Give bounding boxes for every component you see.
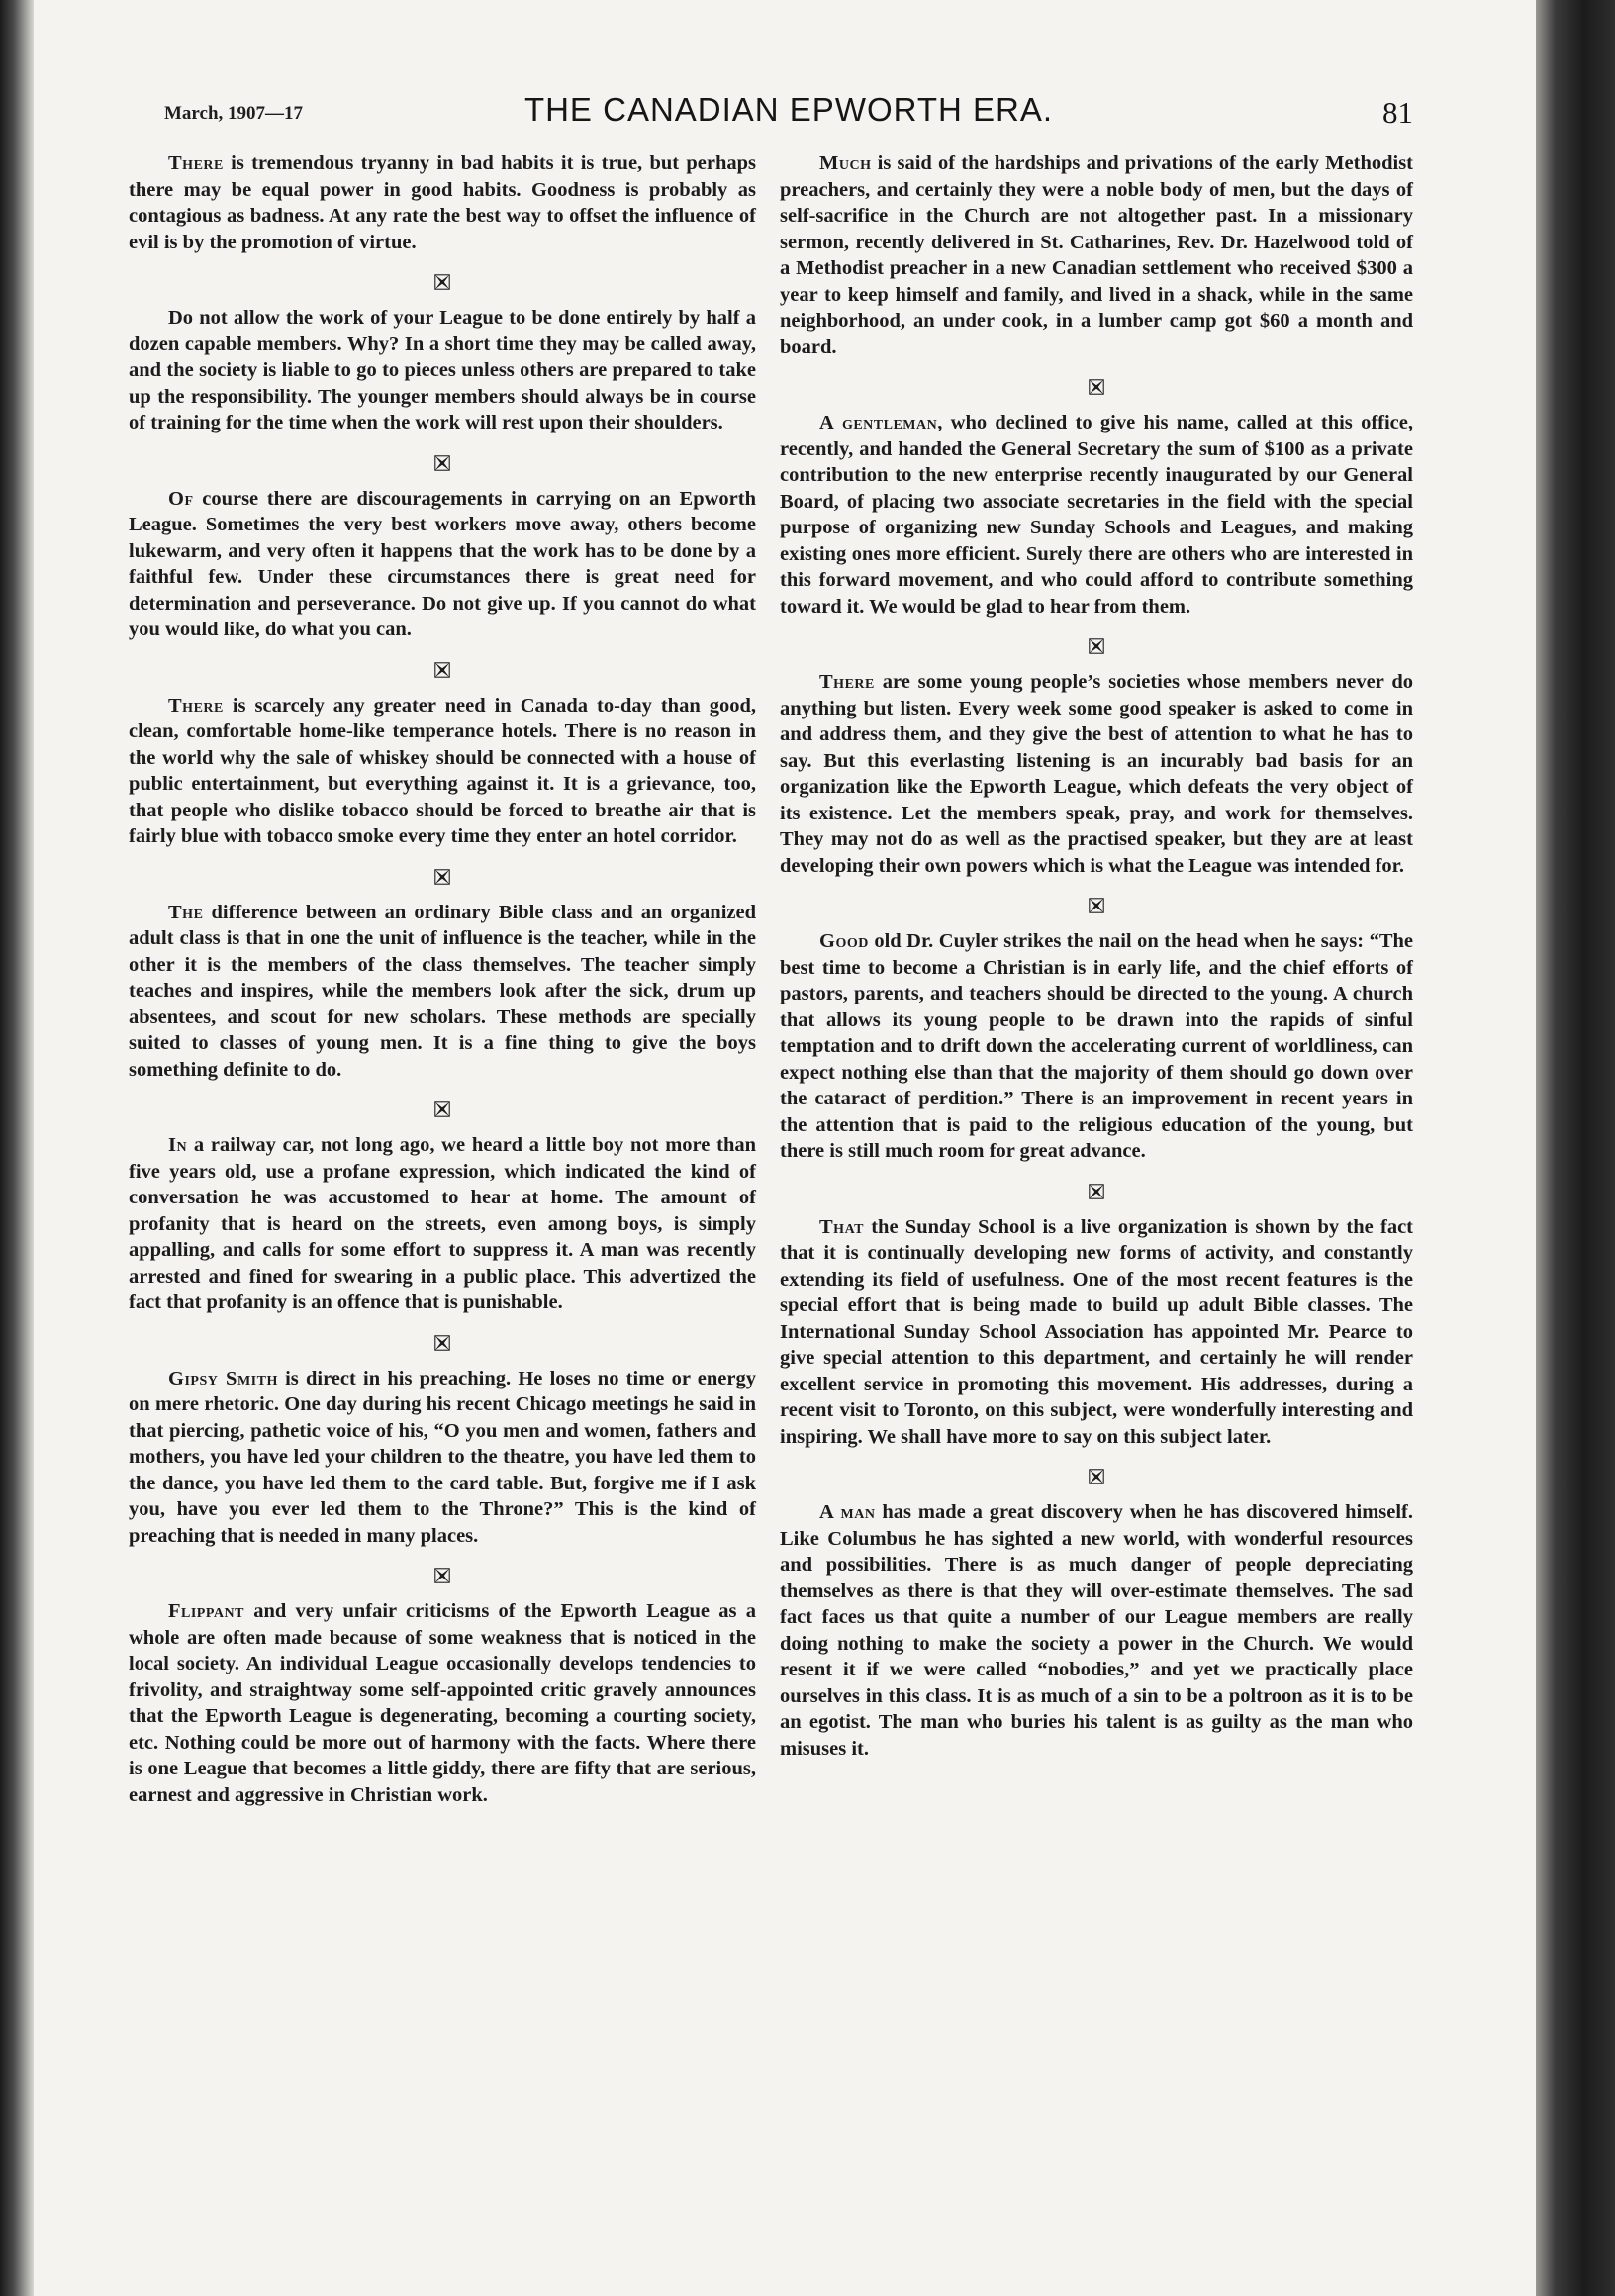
editorial-paragraph <box>129 1598 756 1808</box>
paragraph-lead-word: Much <box>819 152 872 174</box>
paragraph-text: is said of the hardships and privations of the early Methodist preachers, and certainly they were a noble body of men, but the days of self-sacrifice in the Church are not altogether past. In a missionary sermon, recently delivered in St. Catharines, Rev. Dr. Hazelwood told of a Methodist preacher in a new Canadian settlement who received $300 a year to keep himself and family, and lived in a shack, while in the same neighborhood, an under cook, in a lumber camp got $60 a month and board. <box>780 152 1413 358</box>
editorial-paragraph <box>780 669 1413 879</box>
section-separator <box>129 862 756 890</box>
paragraph-text: is tremendous tryanny in bad habits it is true, but perhaps there may be equal power in good habits. Goodness is probably as contagious as badness. At any rate the best way to offset the influence of evil is by the promotion of virtue. <box>129 152 756 253</box>
section-separator <box>129 655 756 683</box>
editorial-paragraph <box>780 928 1413 1165</box>
paragraph-lead-word: Of <box>168 487 194 510</box>
editorial-paragraph <box>129 305 756 436</box>
issue-date: March, 1907—17 <box>164 103 304 124</box>
paragraph-text: is direct in his preaching. He loses no time or energy on mere rhetoric. One day during his recent Chicago meetings he said in that piercing, pathetic voice of his, “O you men and women, fathers and mothers, you have led your children to the theatre, you have led them to the dance, you have led them to the card table. But, forgive me if I ask you, have you ever led them to the Throne?” This is the kind of preaching that is needed in many places. <box>129 1367 756 1547</box>
publication-title: THE CANADIAN EPWORTH ERA. <box>523 91 1054 128</box>
editorial-paragraph <box>129 693 756 850</box>
maltese-cross-icon <box>433 658 451 676</box>
section-separator <box>129 267 756 295</box>
section-separator <box>780 372 1413 400</box>
maltese-cross-icon <box>1088 1180 1105 1197</box>
paragraph-text: the Sunday School is a live organization is shown by the fact that it is continually developing new forms of activity, and constantly extending its field of usefulness. One of the most recent features is the special effort that is being made to build up adult Bible classes. The International Sunday School Association has appointed Mr. Pearce to give special attention to this department, and certainly he will render excellent service in promoting this movement. His addresses, during a recent visit to Toronto, on this subject, were wonderfully interesting and inspiring. We shall have more to say on this subject later. <box>780 1215 1413 1448</box>
paragraph-text: is scarcely any greater need in Canada to-day than good, clean, comfortable home-like temperance hotels. There is no reason in the world why the sale of whiskey should be connected with a house of public entertainment, but everything against it. It is a grievance, too, that people who dislike tobacco should be forced to breathe air that is fairly blue with tobacco smoke every time they enter an hotel corridor. <box>129 694 756 847</box>
paragraph-text: , who declined to give his name, called at this office, recently, and handed the General Secretary the sum of $100 as a private contribution to the new enterprise recently inaugurated by our General Board, of placing two associate secretaries in the field with the special purpose of organizing new Sunday Schools and Leagues, and making existing ones more efficient. Surely there are others who are interested in this forward movement, and who could afford to contribute something toward it. We would be glad to hear from them. <box>780 412 1413 618</box>
paragraph-lead-word: A man <box>819 1501 876 1523</box>
editorial-paragraph <box>129 1366 756 1550</box>
maltese-cross-icon <box>1088 894 1105 911</box>
paragraph-lead-word: In <box>168 1134 188 1156</box>
maltese-cross-icon <box>433 1564 451 1581</box>
paragraph-lead-word: There <box>168 694 224 717</box>
section-separator <box>129 1328 756 1356</box>
maltese-cross-icon <box>433 1331 451 1349</box>
paragraph-lead-word: A gentleman <box>819 412 938 433</box>
editorial-paragraph <box>129 150 756 255</box>
paragraph-text: and very unfair criticisms of the Epworth League as a whole are often made because of some weakness that is noticed in the local society. An individual League occasionally develops tendencies to frivolity, and straightway some self-appointed critic gravely announces that the Epworth League is degenerating, becoming a courting society, etc. Nothing could be more out of harmony with the facts. Where there is one League that becomes a little giddy, there are fifty that are serious, earnest and aggressive in Christian work. <box>129 1600 756 1806</box>
maltese-cross-icon <box>1088 634 1105 652</box>
paragraph-lead-word: There <box>168 152 224 174</box>
maltese-cross-icon <box>1088 375 1105 393</box>
left-column <box>129 150 756 1820</box>
editorial-paragraph <box>129 486 756 643</box>
paragraph-lead-word: Good <box>819 930 869 952</box>
paragraph-text: a railway car, not long ago, we heard a little boy not more than five years old, use a profane expression, which indicated the kind of conversation he was accustomed to hear at home. The amount of profanity that is heard on the streets, even among boys, is simply appalling, and calls for some effort to suppress it. A man was recently arrested and fined for swearing in a public place. This advertized the fact that profanity is an offence that is punishable. <box>129 1134 756 1313</box>
paragraph-text: course there are discouragements in carrying on an Epworth League. Sometimes the very best workers move away, others become lukewarm, and very often it happens that the work has to be done by a faithful few. Under these circumstances there is great need for determination and perseverance. Do not give up. If you cannot do what you would like, do what you can. <box>129 487 756 640</box>
paragraph-lead-word: There <box>819 671 875 693</box>
maltese-cross-icon <box>433 270 451 288</box>
editorial-paragraph <box>780 150 1413 360</box>
maltese-cross-icon <box>433 451 451 469</box>
paragraph-text: has made a great discovery when he has discovered himself. Like Columbus he has sighted a new world, with wonderful resources and possibilities. There is as much danger of people depreciating themselves as there is that they will over-estimate themselves. The sad fact faces us that quite a number of our League members are really doing nothing to make the society a power in the Church. We would resent it if we were called “nobodies,” and yet we practically place ourselves in this class. It is as much of a sin to be a poltroon as it is to be an egotist. The man who buries his talent is as guilty as the man who misuses it. <box>780 1501 1414 1760</box>
page-header <box>164 91 1413 143</box>
paragraph-lead-word: The <box>168 901 204 923</box>
section-separator <box>780 1177 1413 1204</box>
page-number: 81 <box>1382 95 1413 130</box>
page-left-edge <box>0 0 34 2296</box>
maltese-cross-icon <box>433 1098 451 1115</box>
section-separator <box>129 448 756 476</box>
paragraph-text: old Dr. Cuyler strikes the nail on the head when he says: “The best time to become a Christian is in early life, and the chief efforts of pastors, parents, and teachers should be directed to the young. A church that allows its young people to be drawn into the rapids of sinful temptation and to drift down the accelerating current of worldliness, can expect nothing else than that the majority of them should go down over the cataract of perdition.” There is an improvement in recent years in the attention that is paid to the religious education of the young, but there is still much room for great advance. <box>780 930 1413 1162</box>
maltese-cross-icon <box>433 865 451 883</box>
maltese-cross-icon <box>1088 1465 1105 1483</box>
editorial-paragraph <box>780 410 1413 620</box>
paragraph-text: Do not allow the work of your League to be done entirely by half a dozen capable members. Why? In a short time they may be called away, and the society is liable to go to pieces unless others are prepared to take up the responsibility. The younger members should always be in course of training for the time when the work will rest upon their shoulders. <box>129 307 756 433</box>
paragraph-lead-word: That <box>819 1215 864 1238</box>
right-column <box>780 150 1413 1773</box>
book-spine <box>1536 0 1615 2296</box>
section-separator <box>780 1462 1413 1489</box>
section-separator <box>780 631 1413 659</box>
paragraph-lead-word: Gipsy Smith <box>168 1367 278 1389</box>
section-separator <box>129 1095 756 1122</box>
paragraph-lead-word: Flippant <box>168 1600 244 1622</box>
editorial-paragraph <box>129 900 756 1084</box>
paragraph-text: are some young people’s societies whose members never do anything but listen. Every week some good speaker is asked to come in and address them, and they give the best of attention to what he has to say. But this everlasting listening is an incurably bad basis for an organization like the Epworth League, which defeats the very object of its existence. Let the members speak, pray, and work for themselves. They may not do as well as the practised speaker, but they are at least developing their own powers which is what the League was intended for. <box>780 671 1413 877</box>
section-separator <box>780 891 1413 918</box>
section-separator <box>129 1561 756 1588</box>
paragraph-text: difference between an ordinary Bible class and an organized adult class is that in one the unit of influence is the teacher, while in the other it is the members of the class themselves. The teacher simply teaches and inspires, while the members look after the sick, drum up absentees, and scout for new scholars. These methods are specially suited to classes of young men. It is a fine thing to give the boys something definite to do. <box>129 901 756 1081</box>
editorial-paragraph <box>780 1499 1413 1762</box>
editorial-paragraph <box>129 1132 756 1316</box>
editorial-paragraph <box>780 1214 1413 1451</box>
